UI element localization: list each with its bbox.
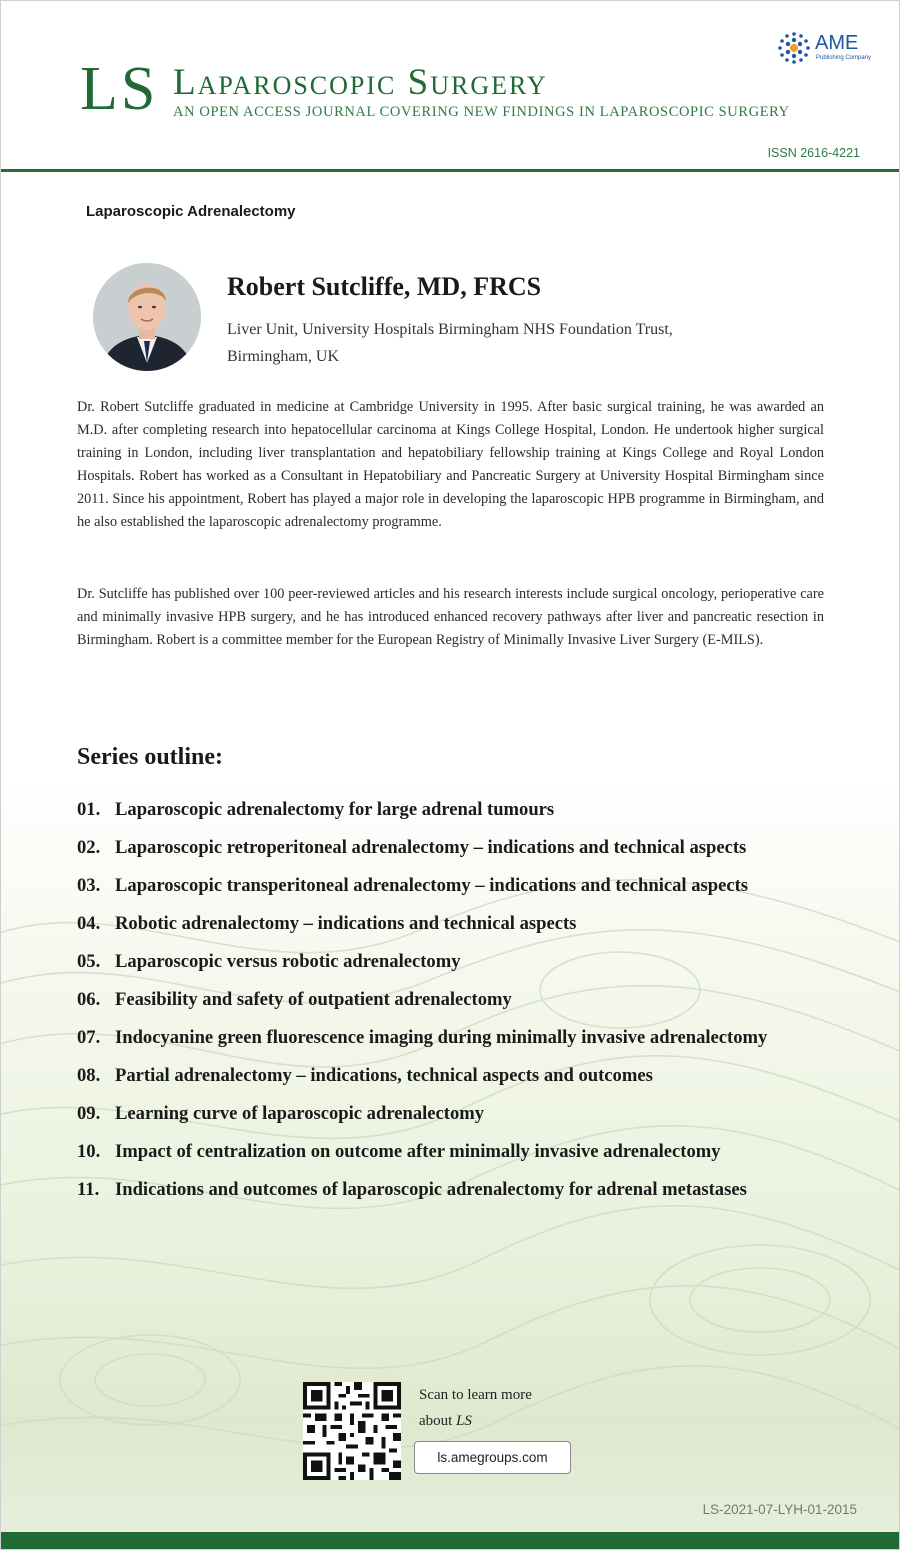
outline-item bbox=[77, 833, 817, 862]
affiliation-line-2: Birmingham, UK bbox=[227, 348, 339, 365]
publisher-name: AME bbox=[815, 32, 859, 54]
outline-text: Learning curve of laparoscopic adrenalectomy bbox=[115, 1103, 485, 1124]
ame-dots-logo-icon bbox=[776, 30, 812, 66]
outline-item bbox=[77, 947, 817, 976]
outline-text: Laparoscopic adrenalectomy for large adrenal tumours bbox=[115, 799, 555, 820]
bio-paragraph-1: Dr. Robert Sutcliffe graduated in medicine at Cambridge University in 1995. After basic surgical training, he was awarded an M.D. after completing research into hepatocellular carcinoma at Kings College Hospital, London. He undertook higher surgical training in London, including liver transplantation and hepatobiliary fellowship training at Kings College and Royal London Hospitals. Robert has worked as a Consultant in Hepatobiliary and Pancreatic Surgery at University Hospital Birmingham since 2011. Since his appointment, Robert has played a major role in developing the laparoscopic HPB programme in Birmingham, and he also established the laparoscopic adrenalectomy programme. bbox=[77, 399, 824, 530]
series-name: Laparoscopic Adrenalectomy bbox=[86, 203, 296, 220]
bio-paragraph-2: Dr. Sutcliffe has published over 100 peer-reviewed articles and his research interests include surgical oncology, perioperative care and minimally invasive HPB surgery, and he has introduced enhanced recovery pathways after liver and pancreatic resection in Birmingham. Robert is a committee member for the European Registry of Minimally Invasive Liver Surgery (E-MILS). bbox=[77, 586, 824, 648]
scan-line-2 bbox=[419, 1408, 579, 1434]
journal-header bbox=[0, 0, 900, 170]
outline-text: Laparoscopic retroperitoneal adrenalectomy – indications and technical aspects bbox=[115, 837, 747, 858]
scan-line-1: Scan to learn more bbox=[419, 1387, 532, 1403]
outline-text: Partial adrenalectomy – indications, technical aspects and outcomes bbox=[115, 1065, 653, 1086]
outline-number: 09. bbox=[77, 1103, 101, 1124]
editor-name: Robert Sutcliffe, MD, FRCS bbox=[227, 272, 542, 301]
outline-item bbox=[77, 1099, 817, 1128]
issn-label: ISSN 2616-4221 bbox=[767, 146, 860, 160]
outline-text: Laparoscopic transperitoneal adrenalectomy – indications and technical aspects bbox=[115, 875, 749, 896]
journal-mark: LS bbox=[80, 55, 159, 123]
affiliation-line-1: Liver Unit, University Hospitals Birmingham NHS Foundation Trust, bbox=[227, 321, 673, 338]
outline-number: 08. bbox=[77, 1065, 101, 1086]
footer-bar bbox=[0, 1532, 900, 1550]
outline-text: Feasibility and safety of outpatient adrenalectomy bbox=[115, 989, 512, 1010]
outline-text: Robotic adrenalectomy – indications and technical aspects bbox=[115, 913, 577, 934]
scan-prompt bbox=[419, 1382, 579, 1434]
outline-text: Impact of centralization on outcome after minimally invasive adrenalectomy bbox=[115, 1141, 721, 1162]
outline-number: 04. bbox=[77, 913, 101, 934]
publisher-logo[interactable] bbox=[776, 30, 876, 66]
outline-number: 03. bbox=[77, 875, 101, 896]
outline-item bbox=[77, 1175, 817, 1204]
outline-number: 07. bbox=[77, 1027, 101, 1048]
scan-line-2-journal: LS bbox=[456, 1413, 472, 1429]
publisher-tagline: Publishing Company bbox=[816, 55, 872, 61]
journal-title: Laparoscopic Surgery bbox=[173, 62, 548, 103]
outline-text: Indications and outcomes of laparoscopic adrenalectomy for adrenal metastases bbox=[115, 1179, 747, 1200]
outline-number: 05. bbox=[77, 951, 101, 972]
outline-item bbox=[77, 909, 817, 938]
editor-affiliation bbox=[227, 316, 807, 370]
journal-url-link[interactable]: ls.amegroups.com bbox=[414, 1441, 571, 1474]
journal-subtitle: AN OPEN ACCESS JOURNAL COVERING NEW FINDINGS IN LAPAROSCOPIC SURGERY bbox=[173, 104, 790, 120]
outline-item bbox=[77, 985, 817, 1014]
scan-line-2-prefix: about bbox=[419, 1413, 457, 1429]
outline-item bbox=[77, 795, 817, 824]
outline-number: 11. bbox=[77, 1179, 100, 1200]
outline-number: 02. bbox=[77, 837, 101, 858]
outline-item bbox=[77, 871, 817, 900]
editor-portrait bbox=[93, 263, 201, 371]
series-outline-list bbox=[77, 795, 817, 1213]
qr-code-icon[interactable] bbox=[303, 1382, 401, 1480]
outline-item bbox=[77, 1023, 817, 1052]
outline-item bbox=[77, 1137, 817, 1166]
outline-text: Indocyanine green fluorescence imaging during minimally invasive adrenalectomy bbox=[115, 1027, 768, 1048]
outline-number: 10. bbox=[77, 1141, 101, 1162]
outline-number: 06. bbox=[77, 989, 101, 1010]
portrait-image bbox=[93, 263, 201, 371]
document-code: LS-2021-07-LYH-01-2015 bbox=[702, 1502, 857, 1517]
outline-text: Laparoscopic versus robotic adrenalectomy bbox=[115, 951, 461, 972]
header-divider bbox=[0, 169, 900, 172]
outline-number: 01. bbox=[77, 799, 101, 820]
series-outline-title: Series outline: bbox=[77, 744, 223, 770]
outline-item bbox=[77, 1061, 817, 1090]
